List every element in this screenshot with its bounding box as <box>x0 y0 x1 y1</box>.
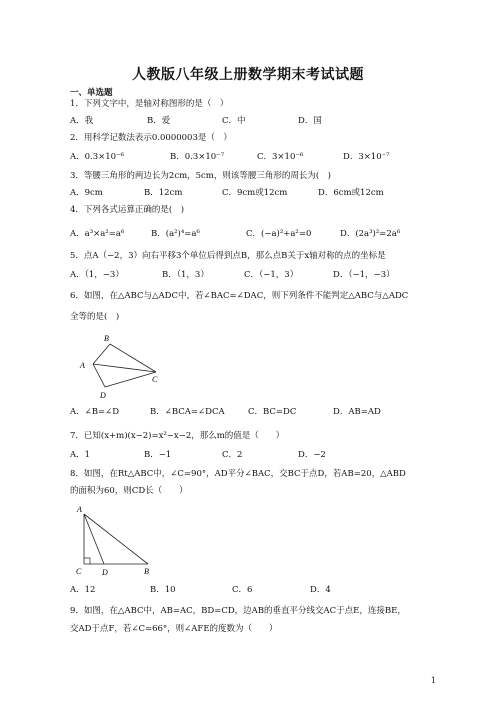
q5-stem: 5．点A（−2，3）向右平移3个单位后得到点B，那么点B关于x轴对称的点的坐标是 <box>70 251 386 261</box>
q1-option-c[interactable]: C．中 <box>222 116 246 126</box>
q8-right-angle-mark <box>84 558 90 564</box>
q8-figure <box>74 502 164 578</box>
q6-stem-line2: 全等的是( ) <box>70 312 120 322</box>
q4-option-b[interactable]: B．(a²)⁴=a⁶ <box>151 229 200 239</box>
q6-edge-ac <box>93 364 156 372</box>
q8-stem-line1: 8．如图，在Rt△ABC中，∠C=90°，AD平分∠BAC，交BC于点D，若AB=20，△ABD <box>70 469 406 479</box>
q2-option-a[interactable]: A．0.3×10⁻⁶ <box>70 152 124 162</box>
q2-option-c[interactable]: C．3×10⁻⁶ <box>257 152 304 162</box>
q1-option-a[interactable]: A．我 <box>70 116 94 126</box>
page-number: 1 <box>430 676 436 685</box>
q6-figure <box>74 332 184 402</box>
q6-label-a: A <box>80 361 85 370</box>
q6-label-b: B <box>104 334 109 343</box>
q2-option-d[interactable]: D．3×10⁻⁷ <box>343 152 390 162</box>
q6-label-c: C <box>152 375 158 384</box>
section-heading: 一、单选题 <box>70 88 113 98</box>
q1-stem: 1．下列文字中，是轴对称图形的是（ ） <box>70 99 229 109</box>
q6-option-a[interactable]: A．∠B=∠D <box>70 407 120 417</box>
q3-stem: 3．等腰三角形的两边长为2cm，5cm，则该等腰三角形的周长为( ) <box>70 171 331 181</box>
page-title: 人教版八年级上册数学期末考试试题 <box>132 67 364 83</box>
q3-option-d[interactable]: D．6cm或12cm <box>318 188 384 198</box>
q7-option-d[interactable]: D．−2 <box>298 450 326 460</box>
q3-option-c[interactable]: C．9cm或12cm <box>222 188 288 198</box>
q8-label-d: D <box>102 568 108 577</box>
q9-stem-line1: 9．如图，在△ABC中，AB=AC，BD=CD，边AB的垂直平分线交AC于点E，连接BE， <box>70 606 406 616</box>
q8-stem-line2: 的面积为60，则CD长（ ） <box>70 486 188 496</box>
q3-option-a[interactable]: A．9cm <box>70 188 103 198</box>
q6-label-d: D <box>100 391 106 400</box>
q3-option-b[interactable]: B．12cm <box>144 188 183 198</box>
q6-option-b[interactable]: B．∠BCA=∠DCA <box>150 407 225 417</box>
q5-option-d[interactable]: D．（−1，−3） <box>333 270 395 280</box>
q5-option-b[interactable]: B．（1，3） <box>162 270 209 280</box>
q1-option-b[interactable]: B．爱 <box>147 116 171 126</box>
q6-edge-dc <box>105 372 156 387</box>
q6-option-c[interactable]: C．BC=DC <box>248 407 297 417</box>
q8-option-b[interactable]: B．10 <box>150 585 176 595</box>
q8-label-b: B <box>144 567 149 576</box>
q6-option-d[interactable]: D．AB=AD <box>333 407 381 417</box>
q8-option-c[interactable]: C．6 <box>232 585 253 595</box>
q1-option-d[interactable]: D．国 <box>298 116 322 126</box>
q5-option-a[interactable]: A．（1，−3） <box>70 270 124 280</box>
q6-edge-bc <box>110 344 156 372</box>
q7-option-b[interactable]: B．−1 <box>144 450 172 460</box>
q6-stem-line1: 6．如图，在△ABC与△ADC中，若∠BAC=∠DAC，则下列条件不能判定△ABC与△ADC <box>70 291 409 301</box>
q4-option-c[interactable]: C．(−a)²+a²=0 <box>246 229 312 239</box>
q8-option-d[interactable]: D．4 <box>310 585 331 595</box>
q8-label-c: C <box>76 567 82 576</box>
q4-stem: 4．下列各式运算正确的是( ) <box>70 205 185 215</box>
q6-edge-ad <box>93 364 105 387</box>
q4-option-d[interactable]: D．(2a³)²=2a⁶ <box>340 229 401 239</box>
q6-edge-ab <box>93 344 110 364</box>
q2-stem: 2．用科学记数法表示0.0000003是（ ） <box>70 133 232 143</box>
q7-option-c[interactable]: C．2 <box>222 450 243 460</box>
q8-label-a: A <box>77 505 82 514</box>
q5-option-c[interactable]: C．（−1，3） <box>244 270 299 280</box>
q2-option-b[interactable]: B．0.3×10⁻⁷ <box>170 152 225 162</box>
q4-option-a[interactable]: A．a³×a²=a⁶ <box>70 229 125 239</box>
q7-stem: 7．已知(x+m)(x−2)=x²−x−2，那么m的值是（ ） <box>70 431 285 441</box>
q9-stem-line2: 交AD于点F，若∠C=66°，则∠AFE的度数为（ ） <box>70 624 278 634</box>
q7-option-a[interactable]: A．1 <box>70 450 91 460</box>
q8-option-a[interactable]: A．12 <box>70 585 96 595</box>
